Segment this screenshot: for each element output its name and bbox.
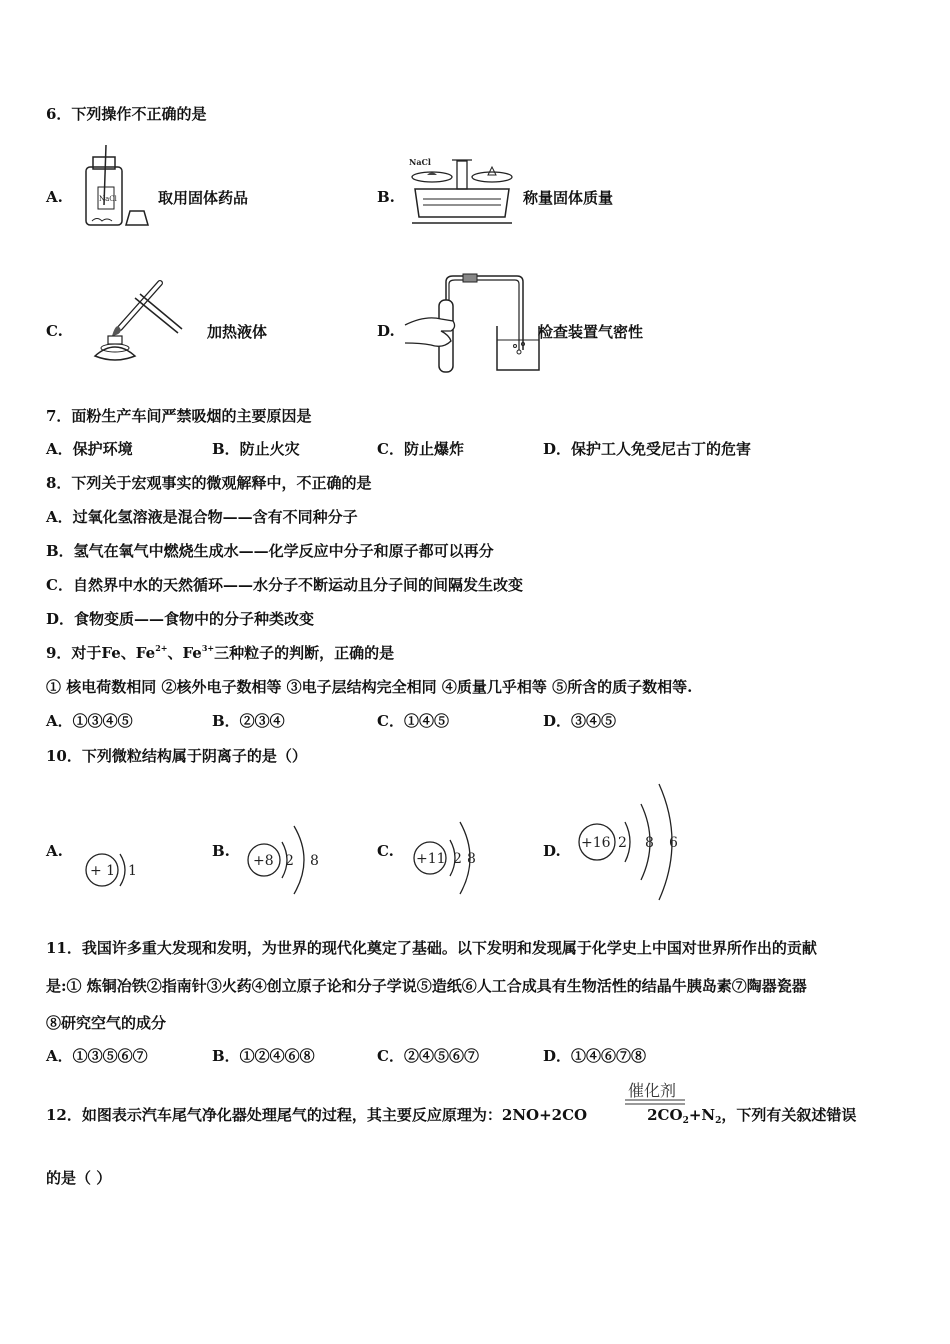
test-tube-over-alcohol-lamp-icon: [90, 278, 190, 368]
q11-option-c: C．②④⑤⑥⑦: [377, 1047, 479, 1065]
q7-option-a: A．保护环境: [46, 440, 133, 458]
q9-statements: ① 核电荷数相同 ②核外电子数相等 ③电子层结构完全相同 ④质量几乎相等 ⑤所含的质子数相等.: [46, 678, 693, 696]
q9-stem: 9．对于Fe、$Fe^{2+}$、$Fe^{3+}$三种粒子的判断，正确的是: [46, 643, 395, 662]
q9-option-a: A．①③④⑤: [46, 712, 133, 730]
q6-option-b-label: B.: [377, 188, 395, 206]
q11-option-b: B．①②④⑥⑧: [212, 1047, 315, 1065]
shell-electrons: 6: [669, 835, 678, 851]
q6-stem: 6．下列操作不正确的是: [46, 105, 207, 123]
q6-option-c-caption: 加热液体: [207, 323, 268, 341]
atom-structure-b: [244, 818, 334, 898]
atom-structure-c: [412, 818, 502, 898]
q8-stem: 8．下列关于宏观事实的微观解释中，不正确的是: [46, 474, 372, 492]
catalyst-label: 催化剂: [628, 1081, 677, 1100]
shell-electrons: 8: [645, 835, 654, 851]
balance-scale-icon: [407, 155, 517, 230]
q11-option-d: D．①④⑥⑦⑧: [543, 1047, 647, 1065]
hand-holding-tube-beaker-icon: [405, 270, 540, 375]
q6-option-c-label: C.: [46, 322, 63, 340]
q7-option-b: B．防止火灾: [212, 440, 300, 458]
q8-option-b: B．氢气在氧气中燃烧生成水——化学反应中分子和原子都可以再分: [46, 542, 494, 560]
q6-option-d-caption: 检查装置气密性: [538, 323, 644, 341]
q11-stem-line1: 11．我国许多重大发现和发明，为世界的现代化奠定了基础。以下发明和发现属于化学史上中国对世界所作出的贡献: [46, 939, 817, 957]
q11-option-a: A．①③⑤⑥⑦: [46, 1047, 148, 1065]
shell-electrons: 2: [453, 851, 462, 867]
q10-option-c-label: C.: [377, 842, 394, 860]
nucleus-charge: + 1: [90, 863, 116, 879]
q8-option-c: C．自然界中水的天然循环——水分子不断运动且分子间的间隔发生改变: [46, 576, 523, 594]
q10-stem: 10．下列微粒结构属于阴离子的是（）: [46, 747, 307, 765]
q9-option-b: B．②③④: [212, 712, 285, 730]
q10-option-d-label: D.: [543, 842, 561, 860]
q6-option-a-label: A.: [46, 188, 63, 206]
shell-electrons: 2: [285, 853, 294, 869]
nucleus-charge: +16: [581, 835, 611, 851]
q6-option-b-caption: 称量固体质量: [523, 189, 614, 207]
q12-stem: 12．如图表示汽车尾气净化器处理尾气的过程，其主要反应原理为：2NO+2CO $2CO_2+N_2$，下列有关叙述错误: [46, 1106, 857, 1126]
atom-structure-a: [80, 840, 150, 890]
q8-option-d: D．食物变质——食物中的分子种类改变: [46, 610, 315, 628]
shell-electrons: 8: [467, 851, 476, 867]
q12-stem-line2: 的是（ ）: [46, 1169, 112, 1187]
q11-stem-line2: 是:① 炼铜冶铁②指南针③火药④创立原子论和分子学说⑤造纸⑥人工合成具有生物活性的结晶牛胰岛素⑦陶器瓷器: [46, 977, 807, 995]
reaction-arrow: [625, 1098, 687, 1106]
shell-electrons: 8: [310, 853, 319, 869]
shell-electrons: 2: [618, 835, 627, 851]
nucleus-charge: +11: [416, 851, 446, 867]
q8-option-a: A．过氧化氢溶液是混合物——含有不同种分子: [46, 508, 358, 526]
q7-option-d: D．保护工人免受尼古丁的危害: [543, 440, 752, 458]
shell-electrons: 1: [128, 863, 137, 879]
reagent-bottle-with-spoon-icon: [78, 145, 153, 230]
bottle-label: NaCl: [99, 195, 117, 203]
nucleus-charge: +8: [253, 853, 274, 869]
q10-option-b-label: B.: [212, 842, 230, 860]
q6-option-a-caption: 取用固体药品: [158, 189, 249, 207]
q6-option-d-label: D.: [377, 322, 395, 340]
q7-stem: 7．面粉生产车间严禁吸烟的主要原因是: [46, 407, 312, 425]
q9-option-d: D．③④⑤: [543, 712, 617, 730]
q9-option-c: C．①④⑤: [377, 712, 449, 730]
q7-option-c: C．防止爆炸: [377, 440, 464, 458]
q11-stem-line3: ⑧研究空气的成分: [46, 1014, 167, 1032]
balance-label: NaCl: [409, 157, 431, 167]
q10-option-a-label: A.: [46, 842, 63, 860]
atom-structure-d: [575, 782, 695, 882]
